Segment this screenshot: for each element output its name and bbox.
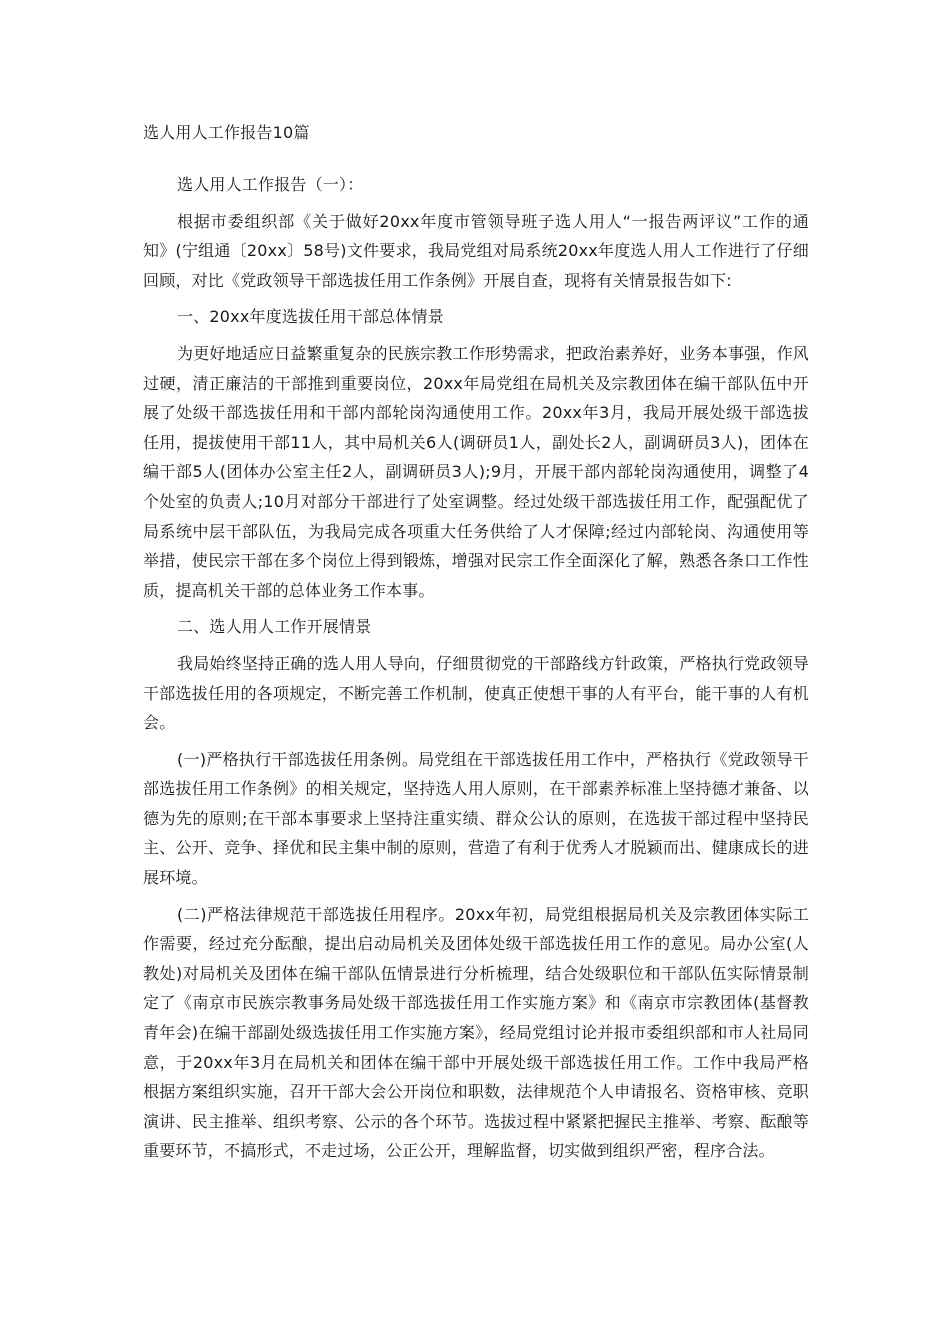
subsection-1-paragraph: (一)严格执行干部选拔任用条例。局党组在干部选拔任用工作中，严格执行《党政领导干部选拔任用工作条例》的相关规定，坚持选人用人原则，在干部素养标准上坚持德才兼备、以德为先的原则;在干部本事要求上坚持注重实绩、群众公认的原则，在选拔干部过程中坚持民主、公开、竞争、择优和民主集中制的原则，营造了有利于优秀人才脱颖而出、健康成长的进展环境。 xyxy=(143,749,809,888)
intro-paragraph: 根据市委组织部《关于做好20xx年度市管领导班子选人用人“一报告两评议”工作的通知》(宁组通〔20xx〕58号)文件要求，我局党组对局系统20xx年度选人用人工作进行了仔细回顾，对比《党政领导干部选拔任用工作条例》开展自查，现将有关情景报告如下: xyxy=(143,211,809,290)
section-heading-2: 二、选人用人工作开展情景 xyxy=(177,617,372,637)
report-subtitle: 选人用人工作报告（一）： xyxy=(177,175,364,194)
document-page xyxy=(143,118,809,1173)
subsection-2-paragraph: (二)严格法律规范干部选拔任用程序。20xx年初，局党组根据局机关及宗教团体实际工作需要，经过充分酝酿，提出启动局机关及团体处级干部选拔任用工作的意见。局办公室(人教处)对局机关及团体在编干部队伍情景进行分析梳理，结合处级职位和干部队伍实际情景制定了《南京市民族宗教事务局处级干部选拔任用工作实施方案》和《南京市宗教团体(基督教青年会)在编干部副处级选拔任用工作实施方案》，经局党组讨论并报市委组织部和市人社局同意，于20xx年3月在局机关和团体在编干部中开展处级干部选拔任用工作。工作中我局严格根据方案组织实施，召开干部大会公开岗位和职数，法律规范个人申请报名、资格审核、竞职演讲、民主推举、组织考察、公示的各个环节。选拔过程中紧紧把握民主推举、考察、酝酿等重要环节，不搞形式，不走过场，公正公开，理解监督，切实做到组织严密，程序合法。 xyxy=(143,904,809,1161)
document-title: 选人用人工作报告10篇 xyxy=(143,123,310,142)
section-heading-1: 一、20xx年度选拔任用干部总体情景 xyxy=(177,307,444,327)
section-1-paragraph: 为更好地适应日益繁重复杂的民族宗教工作形势需求，把政治素养好，业务本事强，作风过硬，清正廉洁的干部推到重要岗位，20xx年局党组在局机关及宗教团体在编干部队伍中开展了处级干部选拔任用和干部内部轮岗沟通使用工作。20xx年3月，我局开展处级干部选拔任用，提拔使用干部11人，其中局机关6人(调研员1人，副处长2人，副调研员3人)，团体在编干部5人(团体办公室主任2人，副调研员3人);9月，开展干部内部轮岗沟通使用，调整了4个处室的负责人;10月对部分干部进行了处室调整。经过处级干部选拔任用工作，配强配优了局系统中层干部队伍，为我局完成各项重大任务供给了人才保障;经过内部轮岗、沟通使用等举措，使民宗干部在多个岗位上得到锻炼，增强对民宗工作全面深化了解，熟悉各条口工作性质，提高机关干部的总体业务工作本事。 xyxy=(143,343,809,600)
section-2-paragraph: 我局始终坚持正确的选人用人导向，仔细贯彻党的干部路线方针政策，严格执行党政领导干部选拔任用的各项规定，不断完善工作机制，使真正使想干事的人有平台，能干事的人有机会。 xyxy=(143,653,809,733)
